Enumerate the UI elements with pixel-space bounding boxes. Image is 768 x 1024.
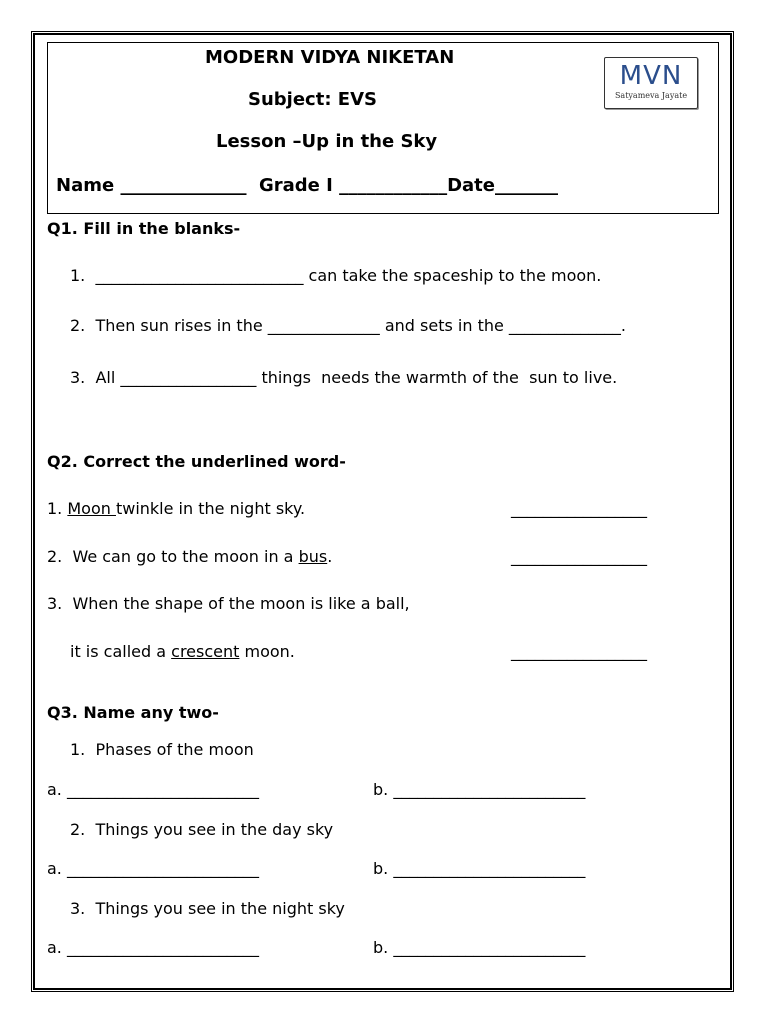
q2-item-2 <box>47 547 332 567</box>
name-grade-date-line: Name ______________ Grade I ____________Date_______ <box>56 175 558 196</box>
q2-answer-blank-3: _________________ <box>511 642 647 661</box>
q3-blank-3b: b. ________________________ <box>373 938 586 957</box>
q2-item-3-pre: it is called a <box>70 642 172 661</box>
q2-heading <box>47 452 346 472</box>
q1-heading <box>47 219 240 239</box>
q2-item-2-post: . <box>327 547 333 566</box>
q3-heading <box>47 703 219 723</box>
q3-blank-2a: a. ________________________ <box>47 859 259 878</box>
underlined-word-crescent: crescent <box>171 642 240 661</box>
q2-title: . Correct the underlined word- <box>71 452 346 471</box>
q1-title: . Fill in the blanks- <box>71 219 241 238</box>
q1-item-2: 2. Then sun rises in the ______________ and sets in the ______________. <box>70 316 627 335</box>
q1-item-3: 3. All _________________ things needs the warmth of the sun to live. <box>70 368 618 387</box>
q3-title: . Name any two- <box>71 703 219 722</box>
q2-answer-blank-1: _________________ <box>511 499 647 518</box>
q2-item-2-pre: 2. We can go to the moon in a <box>47 547 299 566</box>
school-name: MODERN VIDYA NIKETAN <box>205 47 455 68</box>
q2-number: Q2 <box>47 452 72 471</box>
lesson-title: Lesson –Up in the Sky <box>216 131 438 152</box>
q1-item-1: 1. __________________________ can take the spaceship to the moon. <box>70 266 602 285</box>
q2-item-3-line-2 <box>70 642 295 662</box>
logo-text: MVN <box>619 61 683 91</box>
q1-number: Q1 <box>47 219 72 238</box>
q2-answer-blank-2: _________________ <box>511 547 647 566</box>
q3-blank-3a: a. ________________________ <box>47 938 259 957</box>
school-logo <box>604 57 698 109</box>
underlined-word-moon: Moon <box>67 499 116 518</box>
q3-prompt-1: 1. Phases of the moon <box>70 740 254 759</box>
q3-blank-2b: b. ________________________ <box>373 859 586 878</box>
q2-item-1 <box>47 499 305 519</box>
underlined-word-bus: bus <box>298 547 328 566</box>
q3-blank-1a: a. ________________________ <box>47 780 259 799</box>
subject-label: Subject: EVS <box>248 89 377 110</box>
logo-motto: Satyameva Jayate <box>614 91 688 100</box>
q2-item-3-post: moon. <box>239 642 295 661</box>
q2-item-3-line-1: 3. When the shape of the moon is like a ball, <box>47 594 410 613</box>
q3-prompt-3: 3. Things you see in the night sky <box>70 899 345 918</box>
q3-prompt-2: 2. Things you see in the day sky <box>70 820 334 839</box>
q2-item-1-number: 1. <box>47 499 68 518</box>
q3-blank-1b: b. ________________________ <box>373 780 586 799</box>
q3-number: Q3 <box>47 703 72 722</box>
q2-item-1-rest: twinkle in the night sky. <box>115 499 306 518</box>
